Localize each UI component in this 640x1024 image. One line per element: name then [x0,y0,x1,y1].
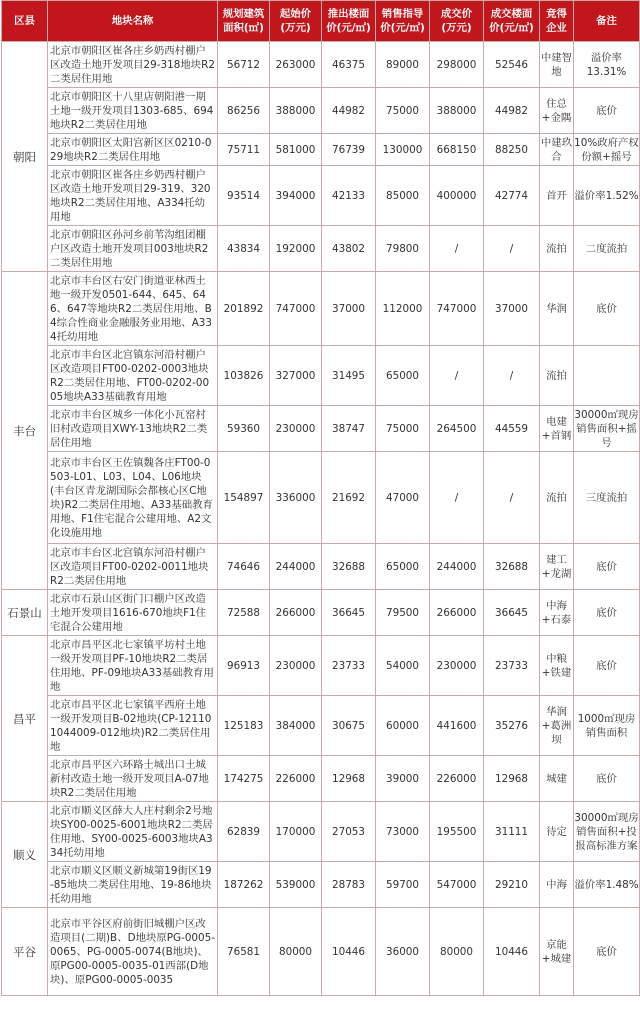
area-cell: 103826 [218,346,270,406]
table-row [2,134,640,166]
parcel-name: 北京市丰台区右安门街道亚林西土地一级开发0501-644、645、646、647等地块R2二类居住用地、B4综合性商业金融服务业用地、A334托幼用地 [48,272,218,346]
header-text: 成交价 [440,8,473,20]
parcel-name: 北京市朝阳区太阳宫新区区0210-029地块R2二类居住用地 [48,134,218,166]
floor-price-cell: 36645 [322,590,376,636]
note-cell: 底价 [574,636,640,696]
guide-price-cell: 130000 [376,134,430,166]
header-text: 规划建筑 [222,8,265,20]
floor-price-cell: 38747 [322,406,376,452]
start-price-cell: 170000 [270,802,322,862]
header-guide-price [376,1,430,42]
district-cell: 石景山 [2,590,48,636]
floor-price-cell: 42133 [322,166,376,226]
parcel-name: 北京市丰台区城乡一体化小瓦窑村旧村改造项目XWY-13地块R2二类居住用地 [48,406,218,452]
winner-cell: 住总+金隅 [540,88,574,134]
deal-price-cell: 747000 [430,272,484,346]
winner-cell: 中海 [540,862,574,908]
start-price-cell: 263000 [270,42,322,88]
header-floor-price [322,1,376,42]
parcel-name: 北京市朝阳区崔各庄乡奶西村棚户区改造土地开发项目29-319、320地块R2二类居住用地、A334托幼用地 [48,166,218,226]
start-price-cell: 394000 [270,166,322,226]
winner-cell: 华润+葛洲坝 [540,696,574,756]
winner-cell: 中粮+铁建 [540,636,574,696]
deal-price-cell: 195500 [430,802,484,862]
header-text: 起始价 [279,8,312,20]
deal-price-cell: / [430,346,484,406]
note-cell: 30000㎡现房销售面积+投报高标准方案 [574,802,640,862]
winner-cell: 建工+龙湖 [540,544,574,590]
header-note [574,1,640,42]
header-text: 企业 [546,22,567,34]
table-row [2,452,640,544]
parcel-name: 北京市昌平区六环路土城出口土城新村改造土地一级开发项目A-07地块R2二类居住用地 [48,756,218,802]
note-cell: 底价 [574,272,640,346]
winner-cell: 城建 [540,756,574,802]
guide-price-cell: 75000 [376,406,430,452]
deal-floor-price-cell: 35276 [484,696,540,756]
winner-cell: 中建智地 [540,42,574,88]
table-body [2,42,640,996]
deal-floor-price-cell: 29210 [484,862,540,908]
area-cell: 56712 [218,42,270,88]
deal-price-cell: 226000 [430,756,484,802]
start-price-cell: 388000 [270,88,322,134]
table-row [2,908,640,996]
header-deal-price [430,1,484,42]
header-area [218,1,270,42]
note-cell: 1000㎡现房销售面积 [574,696,640,756]
table-row [2,590,640,636]
deal-price-cell: 230000 [430,636,484,696]
deal-price-cell: 547000 [430,862,484,908]
guide-price-cell: 79500 [376,590,430,636]
district-cell: 丰台 [2,272,48,590]
note-cell: 底价 [574,590,640,636]
area-cell: 43834 [218,226,270,272]
note-cell: 10%政府产权份额+摇号 [574,134,640,166]
deal-price-cell: / [430,226,484,272]
deal-price-cell: 298000 [430,42,484,88]
guide-price-cell: 54000 [376,636,430,696]
deal-floor-price-cell: 32688 [484,544,540,590]
deal-price-cell: 441600 [430,696,484,756]
deal-floor-price-cell: 42774 [484,166,540,226]
deal-floor-price-cell: 88250 [484,134,540,166]
winner-cell: 流拍 [540,346,574,406]
parcel-name: 北京市顺义区薛大人庄村剩余2号地块SY00-0025-6001地块R2二类居住用地、SY00-0025-6003地块A334托幼用地 [48,802,218,862]
header-text: 价(元/㎡) [489,22,534,34]
header-text: 竞得 [546,8,567,20]
header-text: 价(元/㎡) [326,22,371,34]
parcel-name: 北京市朝阳区崔各庄乡奶西村棚户区改造土地开发项目29-318地块R2二类居住用地 [48,42,218,88]
deal-floor-price-cell: 23733 [484,636,540,696]
parcel-name: 北京市顺义区顺义新城第19街区19-85地块二类居住用地、19-86地块托幼用地 [48,862,218,908]
note-cell: 底价 [574,544,640,590]
winner-cell: 华润 [540,272,574,346]
area-cell: 174275 [218,756,270,802]
guide-price-cell: 73000 [376,802,430,862]
area-cell: 154897 [218,452,270,544]
table-row [2,88,640,134]
area-cell: 187262 [218,862,270,908]
guide-price-cell: 89000 [376,42,430,88]
area-cell: 59360 [218,406,270,452]
table-row [2,802,640,862]
table-row [2,346,640,406]
start-price-cell: 192000 [270,226,322,272]
guide-price-cell: 47000 [376,452,430,544]
parcel-name: 北京市丰台区王佐镇魏各庄FT00-0503-L01、L03、L04、L06地块(丰台区青龙湖国际会都核心区C地块)R2二类居住用地、A33基础教育用地、F1住宅混合公建用地、A2文化设施用地 [48,452,218,544]
deal-floor-price-cell: 44982 [484,88,540,134]
note-cell: 底价 [574,756,640,802]
parcel-name: 北京市昌平区北七家镇平西府土地一级开发项目B-02地块(CP-121101044009-012地块)R2二类居住用地 [48,696,218,756]
header-text: 价(元/㎡) [380,22,425,34]
parcel-name: 北京市朝阳区孙河乡前苇沟组团棚户区改造土地开发项目003地块R2二类居住用地 [48,226,218,272]
header-text: 备注 [596,15,617,27]
winner-cell: 京能+城建 [540,908,574,996]
guide-price-cell: 85000 [376,166,430,226]
note-cell [574,346,640,406]
district-cell: 昌平 [2,636,48,802]
area-cell: 62839 [218,802,270,862]
area-cell: 72588 [218,590,270,636]
header-text: 地块名称 [111,15,154,27]
guide-price-cell: 59700 [376,862,430,908]
deal-floor-price-cell: 37000 [484,272,540,346]
floor-price-cell: 31495 [322,346,376,406]
start-price-cell: 336000 [270,452,322,544]
floor-price-cell: 30675 [322,696,376,756]
winner-cell: 流拍 [540,226,574,272]
table-row [2,636,640,696]
area-cell: 75711 [218,134,270,166]
start-price-cell: 230000 [270,636,322,696]
deal-floor-price-cell: 44559 [484,406,540,452]
note-cell: 二度流拍 [574,226,640,272]
deal-price-cell: 400000 [430,166,484,226]
deal-price-cell: / [430,452,484,544]
start-price-cell: 80000 [270,908,322,996]
deal-price-cell: 264500 [430,406,484,452]
deal-price-cell: 80000 [430,908,484,996]
guide-price-cell: 65000 [376,544,430,590]
table-row [2,544,640,590]
deal-floor-price-cell: 12968 [484,756,540,802]
header-text: 面积(㎡) [223,22,264,34]
header-text: 销售指导 [381,8,424,20]
note-cell: 溢价率13.31% [574,42,640,88]
area-cell: 125183 [218,696,270,756]
header-text: 推出楼面 [327,8,370,20]
deal-price-cell: 388000 [430,88,484,134]
start-price-cell: 539000 [270,862,322,908]
area-cell: 74646 [218,544,270,590]
note-cell: 底价 [574,908,640,996]
table-row [2,756,640,802]
note-cell: 溢价率1.48% [574,862,640,908]
floor-price-cell: 10446 [322,908,376,996]
floor-price-cell: 46375 [322,42,376,88]
floor-price-cell: 27053 [322,802,376,862]
guide-price-cell: 60000 [376,696,430,756]
floor-price-cell: 43802 [322,226,376,272]
winner-cell: 待定 [540,802,574,862]
header-text: 成交楼面 [490,8,533,20]
area-cell: 86256 [218,88,270,134]
header-parcel [48,1,218,42]
land-auction-table [1,0,640,996]
district-cell: 顺义 [2,802,48,908]
start-price-cell: 266000 [270,590,322,636]
area-cell: 96913 [218,636,270,696]
table-row [2,272,640,346]
start-price-cell: 244000 [270,544,322,590]
start-price-cell: 230000 [270,406,322,452]
start-price-cell: 384000 [270,696,322,756]
floor-price-cell: 37000 [322,272,376,346]
winner-cell: 电建+首钢 [540,406,574,452]
deal-floor-price-cell: / [484,452,540,544]
header-text: (万元) [441,22,472,34]
parcel-name: 北京市石景山区街门口棚户区改造土地开发项目1616-670地块F1住宅混合公建用地 [48,590,218,636]
start-price-cell: 747000 [270,272,322,346]
area-cell: 76581 [218,908,270,996]
guide-price-cell: 112000 [376,272,430,346]
header-text: 区县 [14,15,35,27]
parcel-name: 北京市朝阳区十八里店朝阳港一期土地一级开发项目1303-685、694地块R2二类居住用地 [48,88,218,134]
floor-price-cell: 28783 [322,862,376,908]
deal-price-cell: 244000 [430,544,484,590]
parcel-name: 北京市丰台区北宫镇东河沿村棚户区改造项目FT00-0202-0011地块R2二类居住用地 [48,544,218,590]
guide-price-cell: 39000 [376,756,430,802]
area-cell: 201892 [218,272,270,346]
deal-floor-price-cell: 10446 [484,908,540,996]
guide-price-cell: 65000 [376,346,430,406]
start-price-cell: 581000 [270,134,322,166]
note-cell: 三度流拍 [574,452,640,544]
deal-floor-price-cell: / [484,226,540,272]
floor-price-cell: 76739 [322,134,376,166]
parcel-name: 北京市丰台区北宫镇东河沿村棚户区改造项目FT00-0202-0003地块R2二类居住用地、FT00-0202-0005地块A33基础教育用地 [48,346,218,406]
guide-price-cell: 79800 [376,226,430,272]
guide-price-cell: 36000 [376,908,430,996]
winner-cell: 中建玖合 [540,134,574,166]
deal-floor-price-cell: 31111 [484,802,540,862]
floor-price-cell: 44982 [322,88,376,134]
start-price-cell: 327000 [270,346,322,406]
district-cell: 平谷 [2,908,48,996]
floor-price-cell: 32688 [322,544,376,590]
header-text: (万元) [280,22,311,34]
floor-price-cell: 21692 [322,452,376,544]
header-start-price [270,1,322,42]
note-cell: 30000㎡现房销售面积+摇号 [574,406,640,452]
table-row [2,166,640,226]
parcel-name: 北京市平谷区府前街旧城棚户区改造项目(二期)B、D地块原PG-0005-0065、PG-0005-0074(B地块)、原PG00-0005-0035-01西部(D地块)、原PG00-0005-0035 [48,908,218,996]
district-cell: 朝阳 [2,42,48,272]
winner-cell: 中海+石泰 [540,590,574,636]
table-row [2,406,640,452]
header-district [2,1,48,42]
deal-floor-price-cell: 36645 [484,590,540,636]
table-row [2,696,640,756]
deal-price-cell: 266000 [430,590,484,636]
note-cell: 溢价率1.52% [574,166,640,226]
header-deal-floor-price [484,1,540,42]
deal-floor-price-cell: / [484,346,540,406]
note-cell: 底价 [574,88,640,134]
table-row [2,862,640,908]
start-price-cell: 226000 [270,756,322,802]
guide-price-cell: 75000 [376,88,430,134]
winner-cell: 流拍 [540,452,574,544]
table-row [2,42,640,88]
floor-price-cell: 12968 [322,756,376,802]
area-cell: 93514 [218,166,270,226]
header-winner [540,1,574,42]
winner-cell: 首开 [540,166,574,226]
floor-price-cell: 23733 [322,636,376,696]
deal-floor-price-cell: 52546 [484,42,540,88]
header-row [2,1,640,42]
table-row [2,226,640,272]
parcel-name: 北京市昌平区北七家镇平坊村土地一级开发项目PF-10地块R2二类居住用地、PF-09地块A33基础教育用地 [48,636,218,696]
deal-price-cell: 668150 [430,134,484,166]
